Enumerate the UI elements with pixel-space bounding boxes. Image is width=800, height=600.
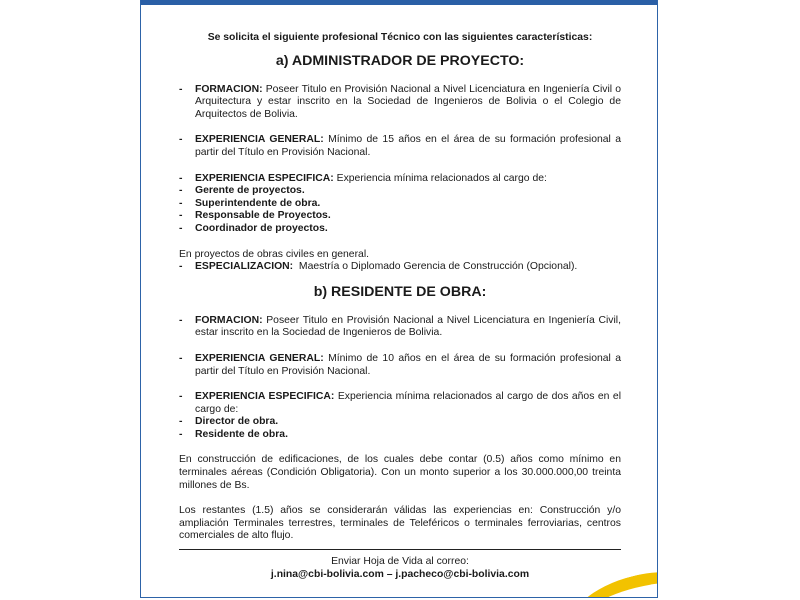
cargo-item: - Coordinador de proyectos.	[179, 222, 328, 234]
intro-text: Se solicita el siguiente profesional Técnico con las siguientes características:	[207, 32, 593, 43]
especifica-label: EXPERIENCIA ESPECIFICA:	[195, 172, 334, 184]
especializacion-label: ESPECIALIZACION:	[195, 261, 294, 273]
formacion-label: FORMACION:	[195, 83, 263, 95]
posting-content	[179, 26, 621, 581]
section-b-experiencia-especifica: - EXPERIENCIA ESPECIFICA: Experiencia mínima relacionados al cargo de dos años en el cargo de:	[179, 391, 621, 415]
footer-divider	[179, 549, 621, 550]
footer-instruction: Enviar Hoja de Vida al correo:	[331, 556, 469, 568]
top-accent-bar	[141, 0, 657, 5]
section-a-title: a) ADMINISTRADOR DE PROYECTO:	[275, 52, 525, 69]
section-a-experiencia-general: - EXPERIENCIA GENERAL: Mínimo de 15 años en el área de su formación profesional a partir del Título en Provisión Nacional.	[179, 134, 621, 158]
especifica-text: Experiencia mínima relacionados al cargo de dos años en el cargo de:	[195, 391, 621, 415]
cargo-item: - Gerente de proyectos.	[179, 185, 305, 197]
general-text: Mínimo de 10 años en el área de su formación profesional a partir del Título en Provisión Nacional.	[195, 352, 621, 377]
cargo-item: - Director de obra.	[179, 416, 279, 428]
especializacion-text: Maestría o Diplomado Gerencia de Construcción (Opcional).	[298, 261, 578, 273]
section-a-experiencia-especifica: - EXPERIENCIA ESPECIFICA: Experiencia mínima relacionados al cargo de:	[179, 172, 547, 184]
especifica-label: EXPERIENCIA ESPECIFICA:	[195, 391, 335, 403]
section-a-note: En proyectos de obras civiles en general.	[179, 248, 370, 260]
section-b-formacion: - FORMACION: Poseer Titulo en Provisión Nacional a Nivel Licenciatura en Ingeniería Civil, estar inscrito en la Sociedad de Ingenieros de Bolivia.	[179, 314, 621, 339]
section-b-experiencia-general: - EXPERIENCIA GENERAL: Mínimo de 10 años en el área de su formación profesional a partir del Título en Provisión Nacional.	[179, 352, 621, 377]
formacion-label: FORMACION:	[195, 314, 263, 326]
section-b-title: b) RESIDENTE DE OBRA:	[313, 283, 487, 300]
contact-emails[interactable]: j.nina@cbi-bolivia.com – j.pacheco@cbi-bolivia.com	[270, 569, 530, 581]
section-a-especializacion: - ESPECIALIZACION: Maestría o Diplomado Gerencia de Construcción (Opcional).	[179, 261, 578, 273]
general-text: Mínimo de 15 años en el área de su formación profesional a partir del Título en Provisión Nacional.	[195, 134, 621, 158]
cargo-item: - Superintendente de obra.	[179, 197, 321, 209]
general-label: EXPERIENCIA GENERAL:	[195, 352, 324, 364]
formacion-text: Poseer Titulo en Provisión Nacional a Nivel Licenciatura en Ingeniería Civil o Arquitectura y estar inscrito en la Sociedad de Ingenieros de Bolivia o el Colegio de Arquitectos de Bolivia.	[195, 83, 622, 120]
section-b-paragraph-1: En construcción de edificaciones, de los cuales debe contar (0.5) años como mínimo en terminales aéreas (Condición Obligatoria). Con un monto superior a los 30.000.000,00 treinta millones de Bs.	[179, 454, 621, 491]
job-posting-card	[140, 0, 658, 598]
general-label: EXPERIENCIA GENERAL:	[195, 134, 324, 146]
formacion-text: Poseer Titulo en Provisión Nacional a Nivel Licenciatura en Ingeniería Civil, estar inscrito en la Sociedad de Ingenieros de Bolivia.	[195, 314, 621, 339]
section-b-paragraph-2: Los restantes (1.5) años se considerarán válidas las experiencias en: Construcción y/o ampliación Terminales terrestres, terminales de Teleféricos o terminales ferroviarias, centros comerciales de alto flujo.	[179, 505, 621, 542]
cargo-item: - Residente de obra.	[179, 428, 288, 440]
contact-footer	[179, 555, 621, 581]
cargo-item: - Responsable de Proyectos.	[179, 210, 331, 222]
section-a-formacion: - FORMACION: Poseer Titulo en Provisión Nacional a Nivel Licenciatura en Ingeniería Civil o Arquitectura y estar inscrito en la Sociedad de Ingenieros de Bolivia o el Colegio de Arquitectos de Bolivia.	[179, 83, 622, 120]
especifica-text: Experiencia mínima relacionados al cargo de:	[336, 172, 547, 184]
